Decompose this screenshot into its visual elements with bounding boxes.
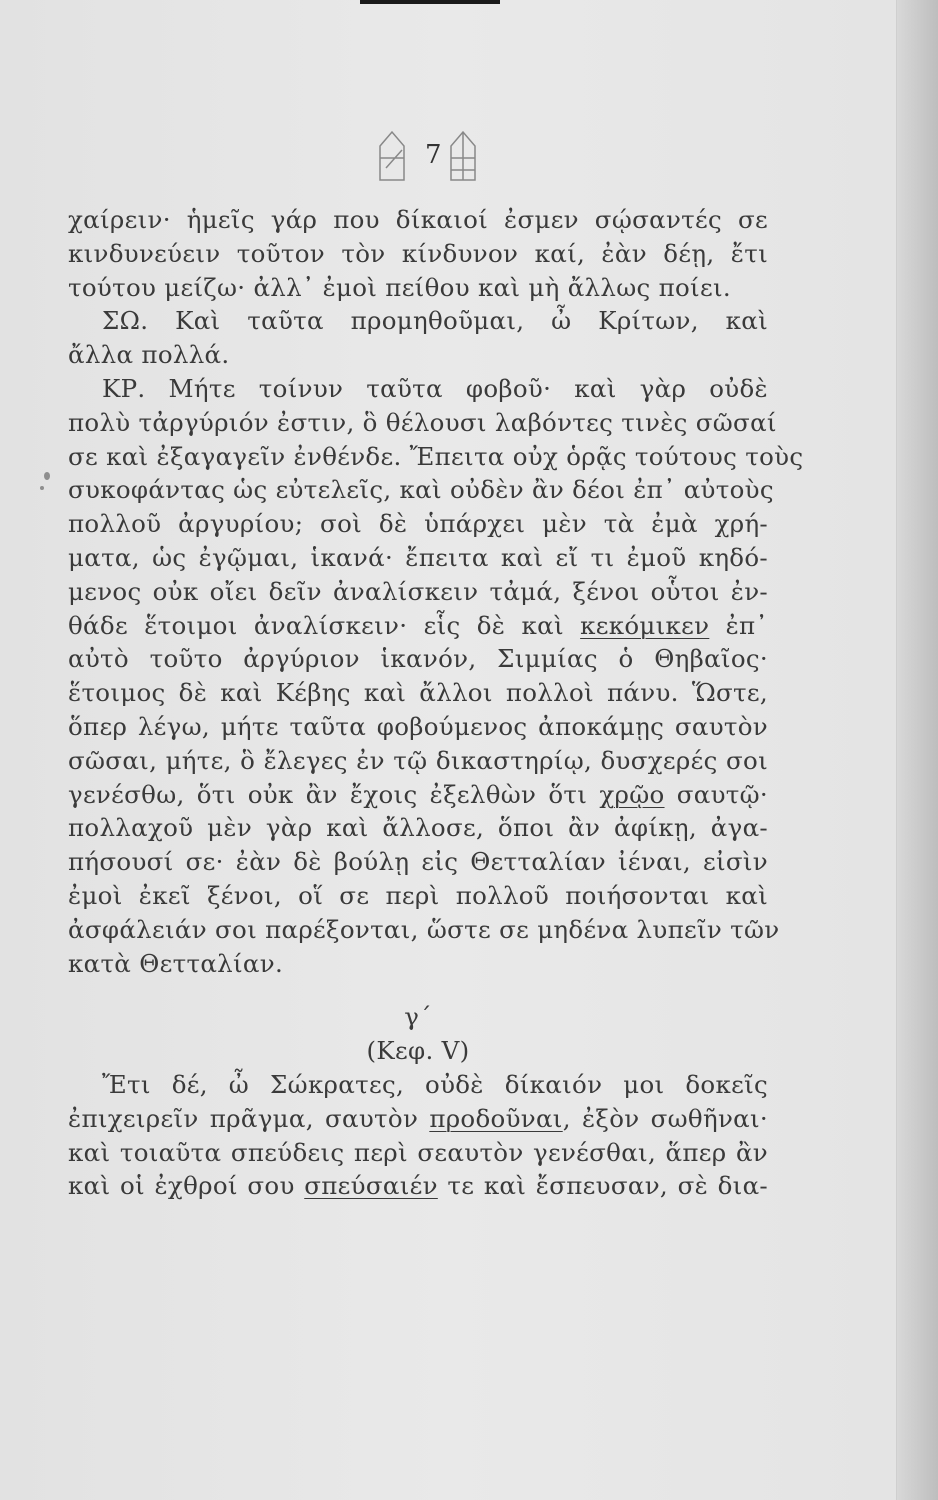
text-line <box>68 1169 768 1203</box>
underlined-word: χρῷο <box>599 779 665 809</box>
text-line: καὶ τοιαῦτα σπεύδεις περὶ σεαυτὸν γενέσθαι, ἅπερ ἂν <box>68 1137 768 1167</box>
text-line: σῶσαι, μήτε, ὃ ἔλεγες ἐν τῷ δικαστηρίῳ, δυσχερές σοι <box>68 745 768 775</box>
underlined-word: κεκόμικεν <box>580 610 710 640</box>
text-fragment: γενέσθω, ὅτι οὐκ ἂν ἔχοις ἐξελθὼν ὅτι <box>68 779 600 809</box>
text-line <box>68 1102 768 1136</box>
text-fragment: σαυτῷ· <box>664 779 768 809</box>
text-line: ΚΡ. Μήτε τοίνυν ταῦτα φοβοῦ· καὶ γὰρ οὐδὲ <box>102 373 768 403</box>
pencil-sketch-icon <box>372 128 412 186</box>
page-number: 7 <box>425 140 442 170</box>
underlined-word: σπεύσαιέν <box>304 1171 438 1201</box>
text-line <box>68 778 768 812</box>
top-binding-mark <box>360 0 500 4</box>
text-line: αὐτὸ τοῦτο ἀργύριον ἱκανόν, Σιμμίας ὁ Θηβαῖος· <box>68 644 768 674</box>
text-line: ἄλλα πολλά. <box>68 340 230 370</box>
text-line <box>68 609 768 643</box>
text-line: ἕτοιμος δὲ καὶ Κέβης καὶ ἄλλοι πολλοὶ πάνυ. Ὥστε, <box>68 678 768 708</box>
section-numeral: γ΄ <box>404 1002 432 1032</box>
print-speck <box>44 472 50 480</box>
text-line: Ἔτι δέ, ὦ Σώκρατες, οὐδὲ δίκαιόν μοι δοκεῖς <box>102 1069 768 1099</box>
text-fragment: τε καὶ ἔσπευσαν, σὲ δια- <box>437 1171 768 1201</box>
text-fragment: καὶ οἱ ἐχθροί σου <box>68 1171 305 1201</box>
text-line: χαίρειν· ἡμεῖς γάρ που δίκαιοί ἐσμεν σῴσαντές σε <box>68 205 768 234</box>
text-line: μενος οὐκ οἴει δεῖν ἀναλίσκειν τἀμά, ξένοι οὗτοι ἐν- <box>68 576 768 606</box>
text-fragment: ἐπ᾽ <box>709 610 768 640</box>
text-line: πολλαχοῦ μὲν γὰρ καὶ ἄλλοσε, ὅποι ἂν ἀφίκῃ, ἀγα- <box>68 813 768 843</box>
text-line: ἀσφάλειάν σοι παρέξονται, ὥστε σε μηδένα λυπεῖν τῶν <box>68 914 780 944</box>
pencil-sketch-icon <box>443 128 483 186</box>
text-line: κινδυνεύειν τοῦτον τὸν κίνδυνον καί, ἐὰν δέῃ, ἔτι <box>68 238 768 268</box>
text-line: ΣΩ. Καὶ ταῦτα προμηθοῦμαι, ὦ Κρίτων, καὶ <box>102 306 768 336</box>
text-line: ἐμοὶ ἐκεῖ ξένοι, οἵ σε περὶ πολλοῦ ποιήσονται καὶ <box>68 880 768 910</box>
page-edge <box>896 0 938 1500</box>
text-line: συκοφάντας ὡς εὐτελεῖς, καὶ οὐδὲν ἂν δέοι ἐπ᾽ αὐτοὺς <box>68 475 774 505</box>
body-text <box>68 203 804 1203</box>
text-fragment: ἐπιχειρεῖν πρᾶγμα, σαυτὸν <box>68 1103 430 1133</box>
text-fragment: θάδε ἕτοιμοι ἀναλίσκειν· εἷς δὲ καὶ <box>68 610 581 640</box>
underlined-word: προδοῦναι <box>429 1103 563 1133</box>
text-fragment: , ἐξὸν σωθῆναι· <box>562 1103 768 1133</box>
text-line: πήσουσί σε· ἐὰν δὲ βούλῃ εἰς Θετταλίαν ἰέναι, εἰσὶν <box>68 847 768 877</box>
print-speck <box>40 486 44 490</box>
text-line: τούτου μείζω· ἀλλ᾽ ἐμοὶ πείθου καὶ μὴ ἄλλως ποίει. <box>68 272 731 302</box>
text-line: ὅπερ λέγω, μήτε ταῦτα φοβούμενος ἀποκάμῃς σαυτὸν <box>68 711 768 741</box>
text-line: σε καὶ ἐξαγαγεῖν ἐνθένδε. Ἔπειτα οὐχ ὁρᾷς τούτους τοὺς <box>68 441 804 471</box>
text-line: ματα, ὡς ἐγῷμαι, ἱκανά· ἔπειτα καὶ εἴ τι ἐμοῦ κηδό- <box>68 542 768 572</box>
text-line: πολλοῦ ἀργυρίου; σοὶ δὲ ὑπάρχει μὲν τὰ ἐμὰ χρή- <box>68 509 768 539</box>
text-line: πολὺ τἀργύριόν ἐστιν, ὃ θέλουσι λαβόντες τινὲς σῶσαί <box>68 407 777 437</box>
chapter-heading: (Κεφ. V) <box>366 1036 470 1066</box>
text-line: κατὰ Θετταλίαν. <box>68 948 284 978</box>
